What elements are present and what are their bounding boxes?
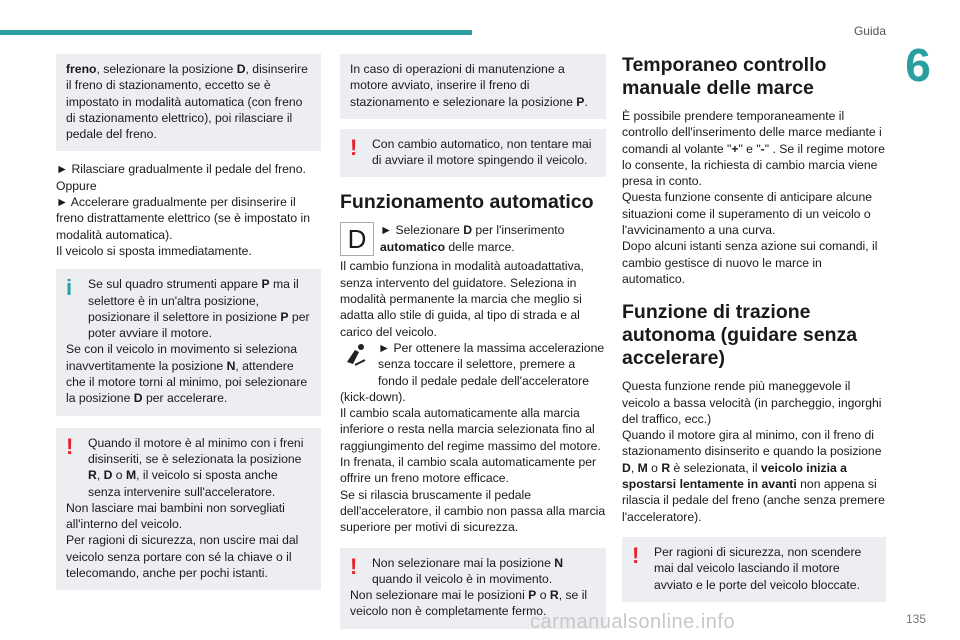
creep-text-1: Questa funzione rende più maneggevole il veicolo a bassa velocità (in parcheggio, ingorghi del traffico, ecc.) (622, 379, 882, 426)
warning-icon: ! (66, 433, 74, 459)
watermark: carmanualsonline.info (530, 611, 736, 633)
downshift-text: Il cambio scala automaticamente alla marcia inferiore o resta nella marcia selezionata fino al raggiungimento del regime massimo del motore. (340, 406, 601, 453)
heading-creep-function: Funzione di trazione autonoma (guidare senza accelerare) (622, 301, 858, 370)
column-1 (56, 54, 321, 590)
manual-text-1: È possibile prendere temporaneamente il controllo dell'inserimento delle marce mediante i comandi al volante "+" e "-" . Se il regime motore lo consente, la richiesta di cambio marcia viene presa in conto. (622, 109, 885, 189)
info-icon: i (66, 275, 73, 301)
instruction-result: Il veicolo si sposta immediatamente. (56, 243, 252, 258)
drive-d-icon: D (340, 222, 374, 256)
manual-text-2: Questa funzione consente di anticipare alcune situazioni come il superamento di un veicolo o l'avvicinamento a una curva. (622, 190, 873, 238)
warning-push-start-text: Con cambio automatico, non tentare mai di avviare il motore spingendo il veicolo. (372, 136, 592, 168)
continuation-text: freno, selezionare la posizione D, disinserire il freno di stazionamento, eccetto se è impostato in modalità automatica (con freno di stazionamento elettrico), poi rilasciare il pedale del freno. (66, 62, 308, 142)
warning-box (56, 428, 321, 591)
instruction-or: Oppure (56, 178, 97, 193)
heading-automatic-mode: Funzionamento automatico (340, 191, 594, 214)
section-name: Guida (853, 24, 886, 38)
kick-down-pedal-icon (340, 340, 372, 372)
warning-text-1: Quando il motore è al minimo con i freni disinseriti, se è selezionata la posizione R, D o M, il veicolo si sposta anche senza intervenire sull'acceleratore. (88, 435, 304, 499)
maintenance-text: In caso di operazioni di manutenzione a motore avviato, inserire il freno di stazionamento e selezionare la posizione P. (350, 62, 588, 109)
warning-text-3: Per ragioni di sicurezza, non uscire mai dal veicolo senza portare con sé la chiave o il telecomando, anche per pochi istanti. (66, 533, 299, 581)
drive-instruction (340, 222, 606, 339)
kickdown-instruction (340, 340, 606, 405)
kickdown-text: ► Per ottenere la massima accelerazione senza toccare il selettore, premere a fondo il pedale pedale dell'acceleratore (kick-down). (340, 340, 605, 404)
warning-icon: ! (350, 134, 358, 160)
engine-brake-text: In frenata, il cambio scala automaticamente per offrire un freno motore efficace. (340, 455, 597, 486)
warning-selector-text-1: Non selezionare mai la posizione N quando il veicolo è in movimento. (372, 555, 564, 586)
warning-box-push-start (340, 129, 606, 178)
manual-text-3: Dopo alcuni istanti senza azione sui comandi, il cambio gestisce di nuovo le marce in automatico. (622, 239, 878, 286)
warning-icon: ! (350, 553, 358, 579)
column-2 (340, 54, 606, 629)
warning-icon: ! (632, 542, 640, 568)
info-text-1: Se sul quadro strumenti appare P ma il selettore è in un'altra posizione, posizionare il selettore in posizione P per poter avviare il motore. (88, 277, 310, 341)
warning-selector-text-2: Non selezionare mai le posizioni P o R, se il veicolo non è completamente fermo. (350, 588, 588, 619)
automatic-description: Il cambio funziona in modalità autoadattativa, senza intervento del guidatore. Seleziona in modalità permanente la marcia che meglio si adatta allo stile di guida, al tipo di strada e al carico del veicolo. (340, 259, 584, 339)
instruction-step-release: ► Rilasciare gradualmente il pedale del freno. (56, 162, 306, 177)
drive-instruction-text: ► Selezionare D per l'inserimento automatico delle marce. (380, 223, 565, 254)
page-number: 135 (905, 612, 926, 626)
instruction-step-accelerate: ► Accelerare gradualmente per disinserire il freno distrattamente elettrico (se è impostato in modalità automatica). (56, 195, 311, 242)
warning-text-2: Non lasciare mai bambini non sorvegliati all'interno del veicolo. (66, 500, 285, 532)
info-box (56, 269, 321, 415)
continuation-box (56, 54, 321, 151)
creep-text-2: Quando il motore gira al minimo, con il freno di stazionamento disinserito e quando la posizione D, M o R è selezionata, il veicolo inizia a spostarsi lentamente in avanti non appena si rilascia il pedale del freno (anche senza premere l'acceleratore). (622, 428, 885, 524)
header-accent-bar (0, 30, 472, 35)
maintenance-box (340, 54, 606, 119)
warning-exit-text: Per ragioni di sicurezza, non scendere mai dal veicolo lasciando il motore avviato e le porte del veicolo bloccate. (654, 544, 862, 592)
heading-manual-control: Temporaneo controllo manuale delle marce (622, 54, 827, 99)
info-text-2: Se con il veicolo in movimento si seleziona inavvertitamente la posizione N, attendere che il motore torni al minimo, poi selezionare la posizione D per accelerare. (66, 342, 308, 406)
warning-box-exit (622, 537, 886, 602)
upshift-safety-text: Se si rilascia bruscamente il pedale dell'acceleratore, il cambio non passa alla marcia superiore per motivi di sicurezza. (340, 487, 606, 535)
chapter-number: 6 (905, 39, 931, 91)
column-3 (622, 54, 886, 602)
